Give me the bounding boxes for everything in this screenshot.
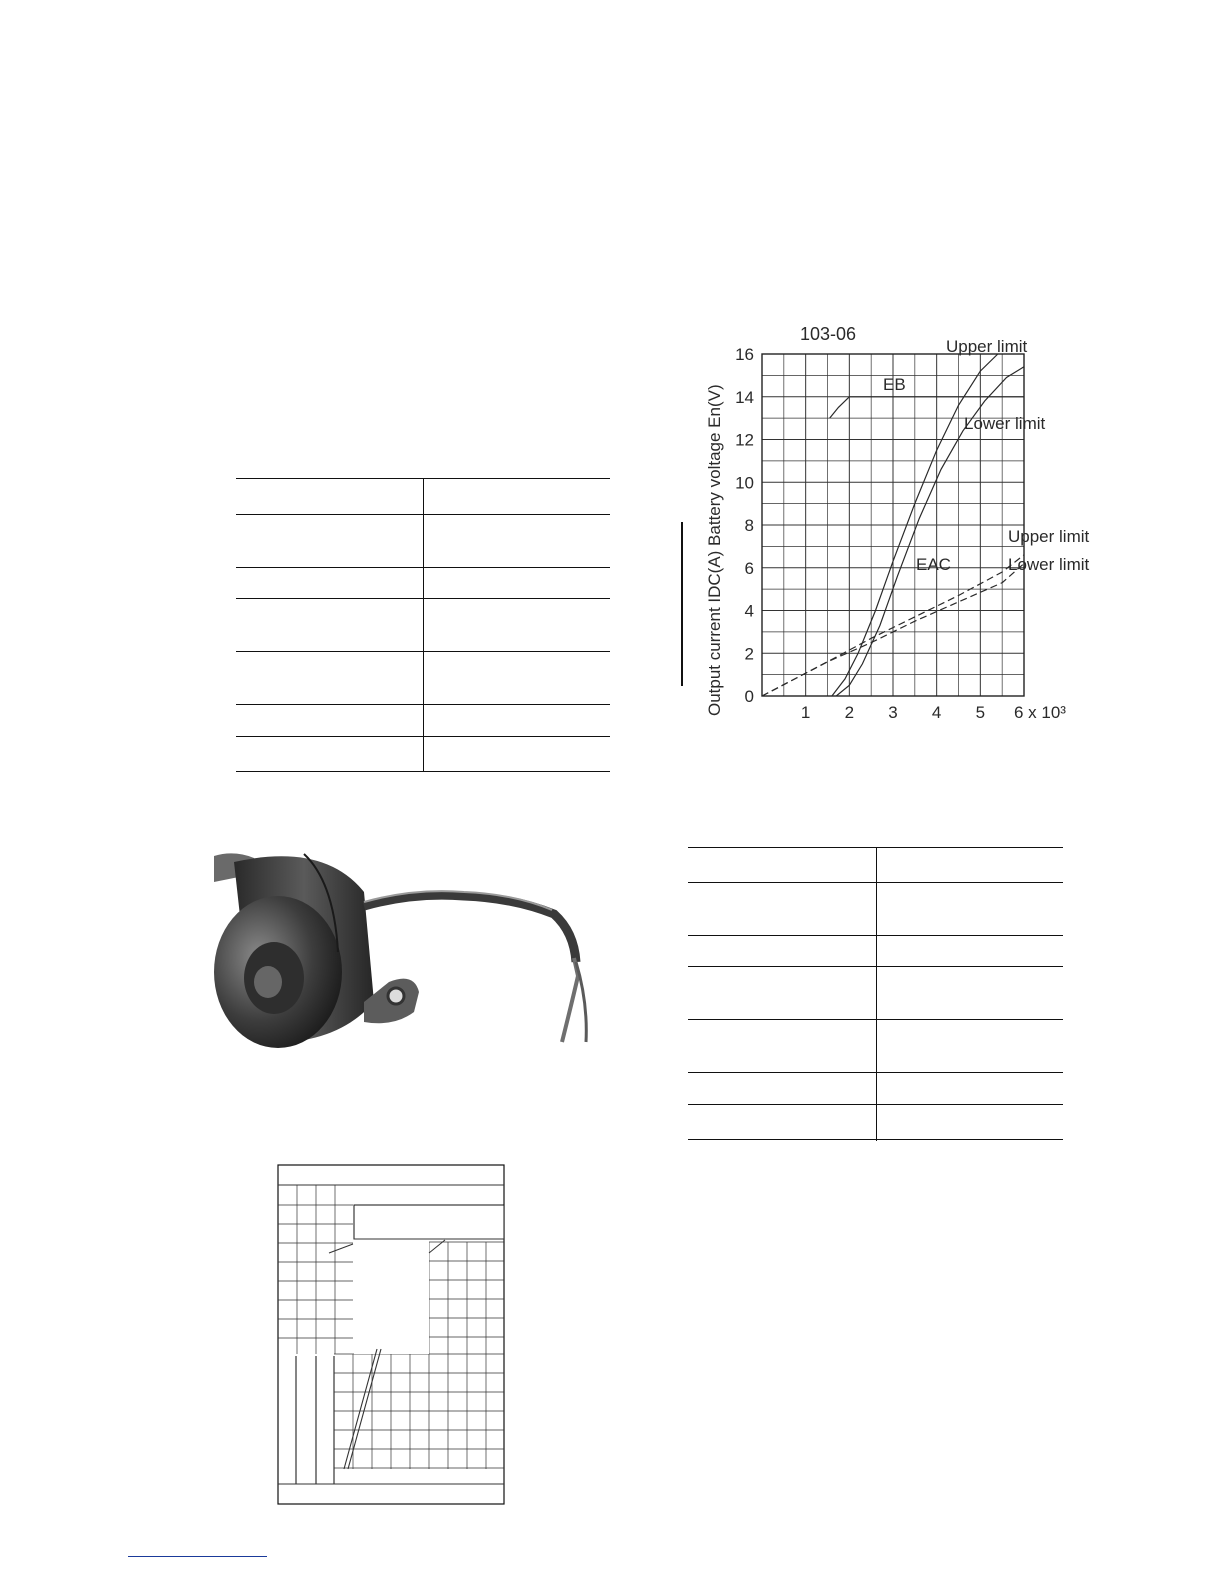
footnote-rule [128,1556,267,1557]
chart-title: 103-06 [800,324,857,344]
x-tick-label: 3 [888,703,898,722]
spec-table-left [236,478,610,772]
curve-fragment [329,1244,353,1253]
blank-panel [354,1205,504,1239]
small-grid-figure [277,1164,505,1506]
x-tick-label: 5 [975,703,986,722]
y-tick-label: 14 [735,387,754,407]
chart-grid [762,354,1024,696]
y-tick-label: 0 [744,687,754,706]
y-tick-label: 12 [735,430,754,450]
label-lower-limit-solid: Lower limit [964,414,1046,433]
table-divider [423,478,424,772]
output-chart [700,318,1130,723]
y-tick-label: 10 [735,473,754,493]
blank-panel [354,1239,429,1354]
y-tick-label: 6 [744,558,754,578]
x-tick-label: 4 [931,703,942,722]
x-tick-label: 2 [844,703,855,722]
label-lower-limit-dashed: Lower limit [1008,555,1090,574]
spec-table-right [688,847,1063,1141]
y-tick-label: 8 [744,516,754,535]
label-upper-limit-solid: Upper limit [946,337,1028,356]
y-tick-label: 2 [744,644,754,664]
table-divider [876,847,877,1141]
motor-photo [214,852,594,1048]
label-eac: EAC [916,555,951,574]
margin-bar [681,522,683,686]
x-tick-label: 1 [800,703,811,722]
y-tick-label: 16 [735,345,754,364]
y-tick-label: 4 [744,601,754,621]
y-axis-label: Output current IDC(A) Battery voltage En(V) [705,384,724,716]
small-grid-lines [278,1165,504,1504]
label-eb: EB [883,375,906,394]
label-upper-limit-dashed: Upper limit [1008,527,1090,546]
x-tick-label: 6 x 10³ [1014,703,1066,722]
